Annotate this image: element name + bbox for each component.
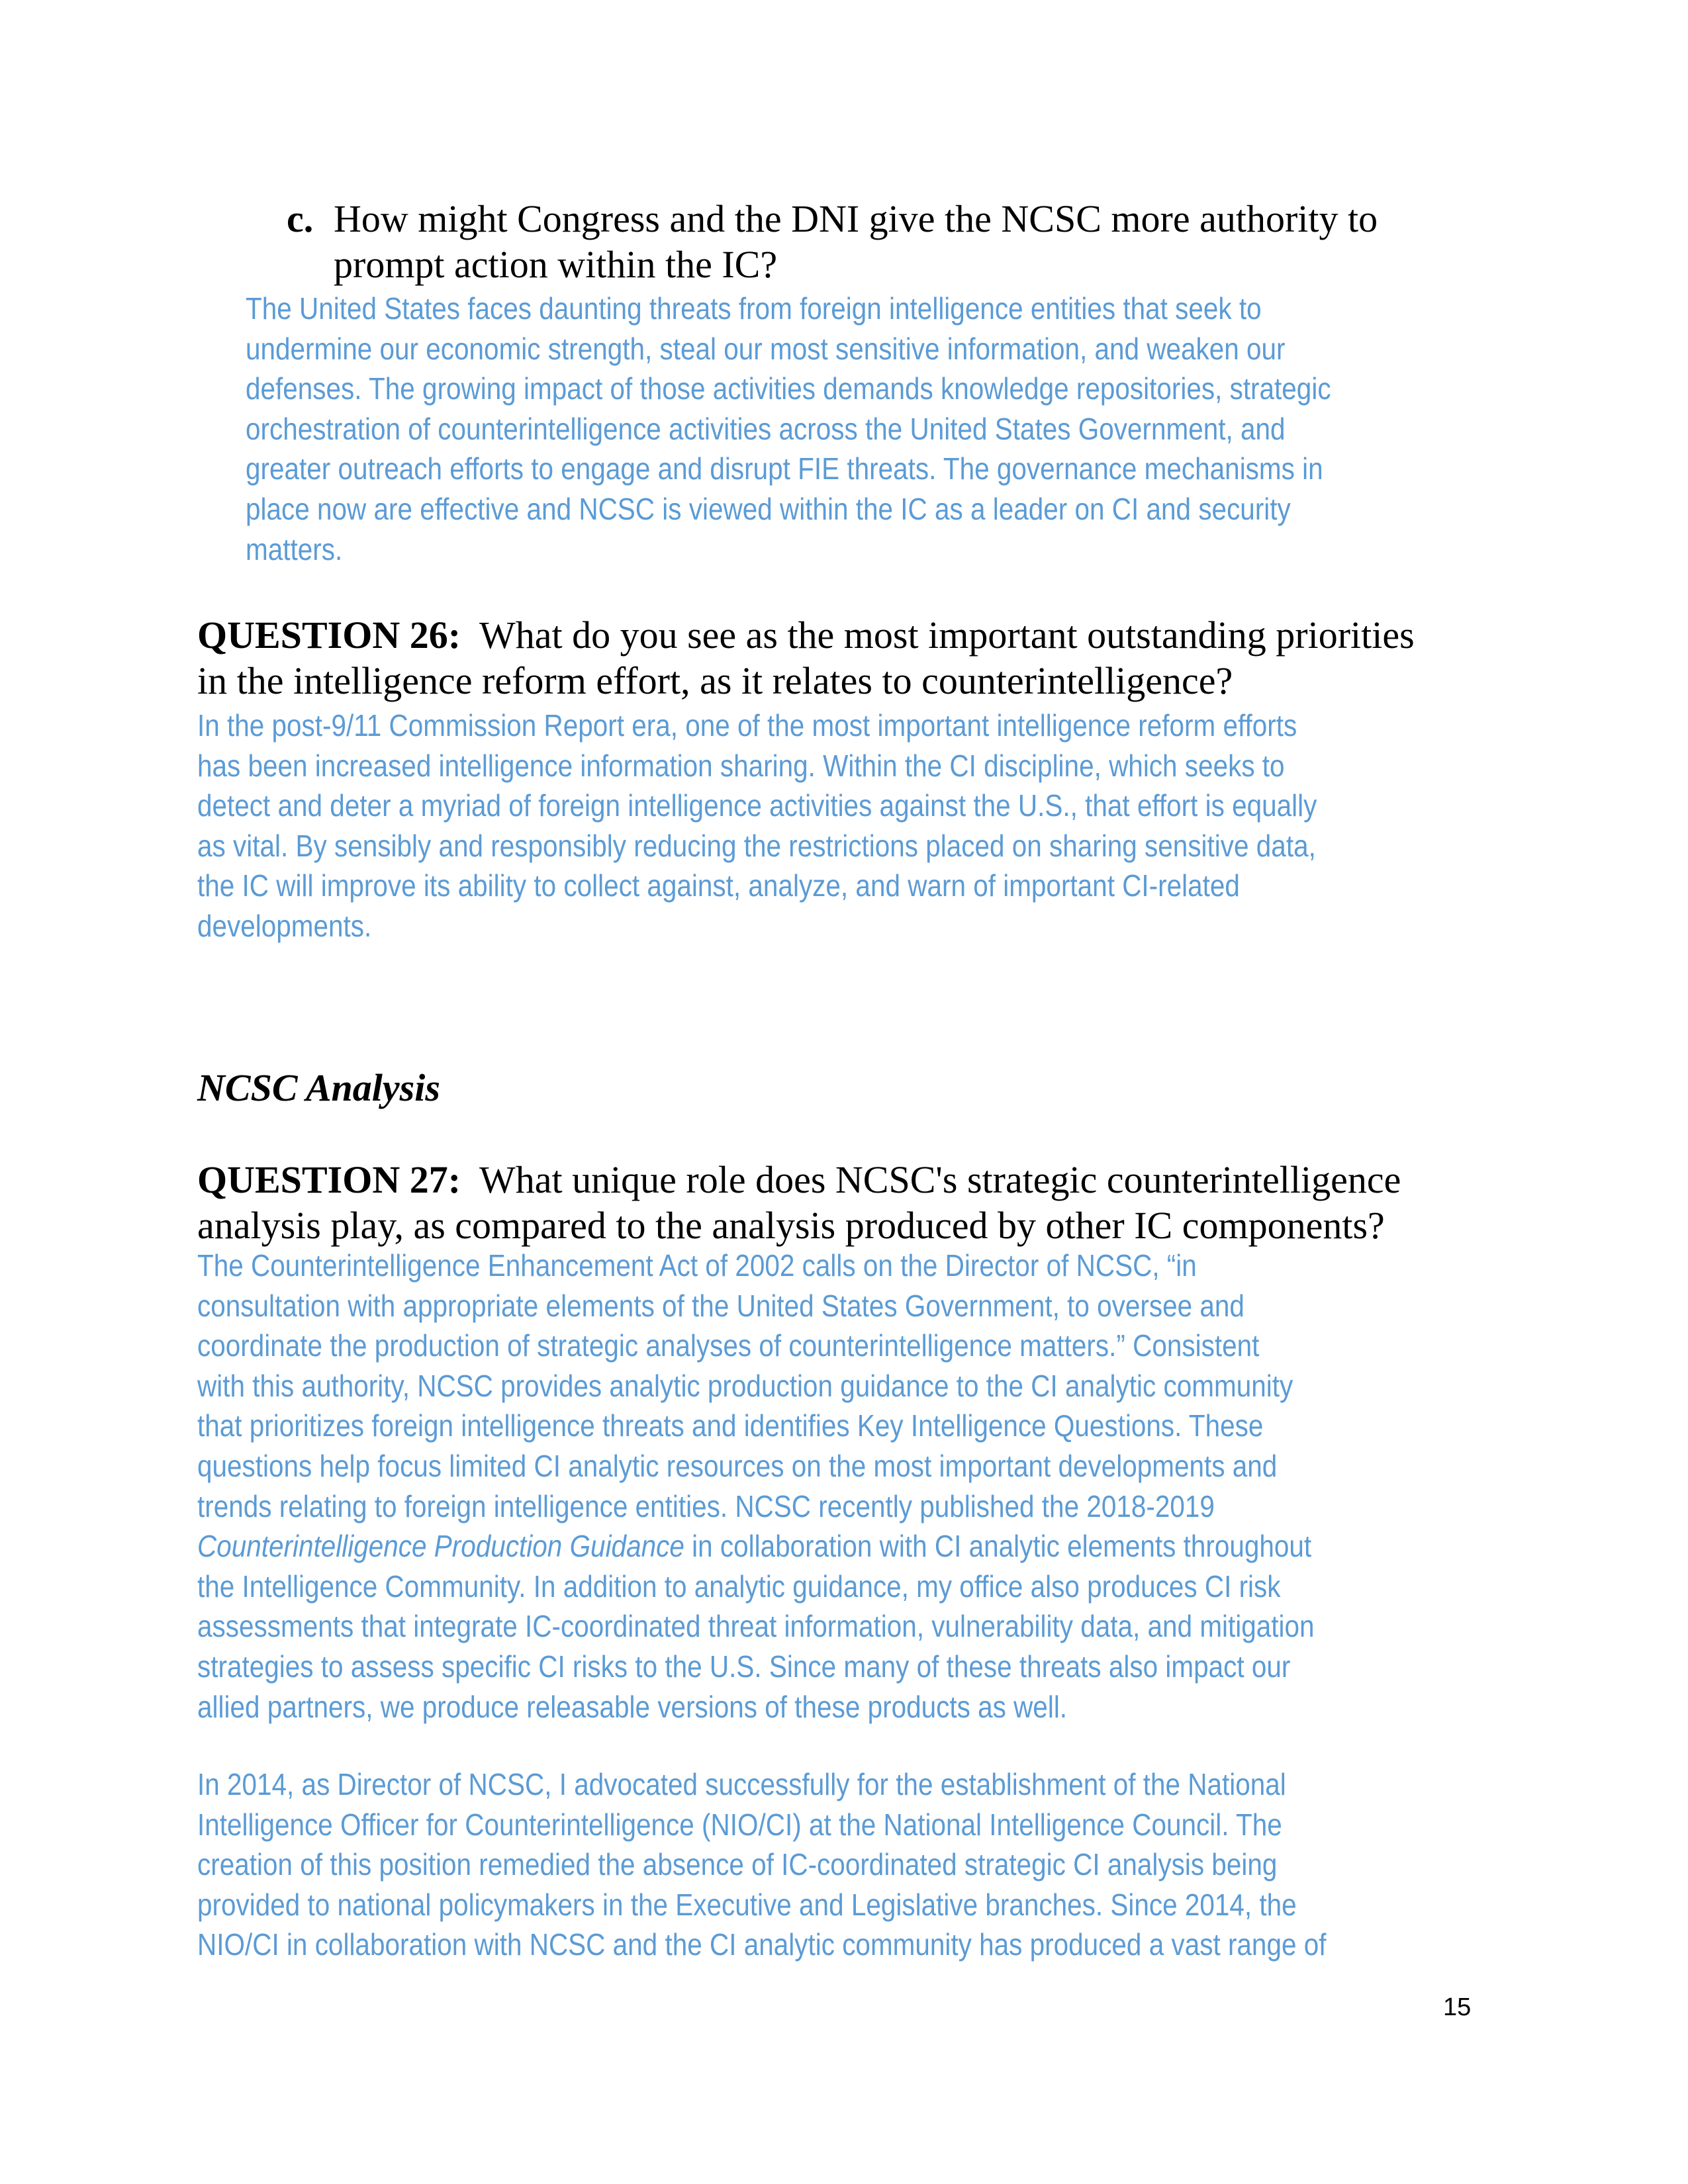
question-26-label: QUESTION 26: [197, 614, 461, 657]
question-c-marker: c. [287, 197, 314, 240]
answer-27-continued [197, 1764, 1480, 1965]
answer-27 [197, 1246, 1467, 1727]
question-c [334, 196, 1378, 287]
answer-line: questions help focus limited CI analytic resources on the most important developments and [197, 1448, 1278, 1483]
answer-line: provided to national policymakers in the Executive and Legislative branches. Since 2014, the [197, 1887, 1297, 1922]
answer-line: has been increased intelligence information sharing. Within the CI discipline, which seeks to [197, 748, 1285, 783]
question-27-text: What unique role does NCSC's strategic counterintelligence [479, 1158, 1401, 1201]
question-27-label: QUESTION 27: [197, 1158, 461, 1201]
publication-title: Counterintelligence Production Guidance [197, 1529, 684, 1564]
question-26-text: in the intelligence reform effort, as it relates to counterintelligence? [197, 659, 1233, 702]
answer-line: greater outreach efforts to engage and disrupt FIE threats. The governance mechanisms in [246, 451, 1323, 486]
answer-line: with this authority, NCSC provides analytic production guidance to the CI analytic community [197, 1368, 1293, 1403]
answer-line: the Intelligence Community. In addition to analytic guidance, my office also produces CI risk [197, 1569, 1281, 1604]
answer-line: The United States faces daunting threats from foreign intelligence entities that seek to [246, 291, 1262, 326]
answer-line: In 2014, as Director of NCSC, I advocated successfully for the establishment of the National [197, 1767, 1286, 1801]
answer-line: The Counterintelligence Enhancement Act of 2002 calls on the Director of NCSC, “in [197, 1248, 1197, 1283]
answer-line: creation of this position remedied the absence of IC-coordinated strategic CI analysis being [197, 1847, 1278, 1882]
answer-line: orchestration of counterintelligence activities across the United States Government, and [246, 411, 1286, 446]
answer-line: assessments that integrate IC-coordinated threat information, vulnerability data, and mitigation [197, 1609, 1315, 1644]
answer-line: trends relating to foreign intelligence entities. NCSC recently published the 2018-2019 [197, 1488, 1215, 1524]
page-number: 15 [1443, 1993, 1472, 2021]
question-27 [197, 1157, 1401, 1248]
answer-line: defenses. The growing impact of those activities demands knowledge repositories, strategic [246, 371, 1331, 406]
answer-line: undermine our economic strength, steal our most sensitive information, and weaken our [246, 331, 1286, 366]
question-26 [197, 612, 1415, 704]
answer-line: strategies to assess specific CI risks to the U.S. Since many of these threats also impact our [197, 1649, 1291, 1684]
answer-line: NIO/CI in collaboration with NCSC and the CI analytic community has produced a vast range of [197, 1927, 1327, 1962]
answer-line: coordinate the production of strategic analyses of counterintelligence matters.” Consistent [197, 1328, 1260, 1363]
answer-line: the IC will improve its ability to collect against, analyze, and warn of important CI-related [197, 868, 1240, 903]
answer-line: as vital. By sensibly and responsibly reducing the restrictions placed on sharing sensitive data, [197, 828, 1316, 863]
answer-line: developments. [197, 908, 372, 943]
answer-26 [197, 705, 1470, 946]
section-title: NCSC Analysis [197, 1066, 440, 1109]
question-26-text: What do you see as the most important outstanding priorities [479, 614, 1415, 657]
question-c-line: prompt action within the IC? [334, 243, 778, 286]
answer-line: that prioritizes foreign intelligence threats and identifies Key Intelligence Questions. These [197, 1408, 1264, 1443]
answer-line: matters. [246, 531, 343, 567]
answer-text: in collaboration with CI analytic elements throughout [684, 1529, 1312, 1564]
answer-line: consultation with appropriate elements of the United States Government, to oversee and [197, 1288, 1244, 1323]
answer-line [197, 1526, 1315, 1567]
answer-c [246, 289, 1479, 569]
answer-line: place now are effective and NCSC is viewed within the IC as a leader on CI and security [246, 491, 1291, 526]
question-27-text: analysis play, as compared to the analysis produced by other IC components? [197, 1204, 1385, 1247]
answer-line: In the post-9/11 Commission Report era, one of the most important intelligence reform efforts [197, 708, 1297, 743]
answer-line: Intelligence Officer for Counterintelligence (NIO/CI) at the National Intelligence Council. The [197, 1807, 1282, 1842]
answer-line: detect and deter a myriad of foreign intelligence activities against the U.S., that effort is equally [197, 788, 1317, 823]
answer-line: allied partners, we produce releasable versions of these products as well. [197, 1689, 1068, 1724]
question-c-line: How might Congress and the DNI give the NCSC more authority to [334, 197, 1378, 240]
